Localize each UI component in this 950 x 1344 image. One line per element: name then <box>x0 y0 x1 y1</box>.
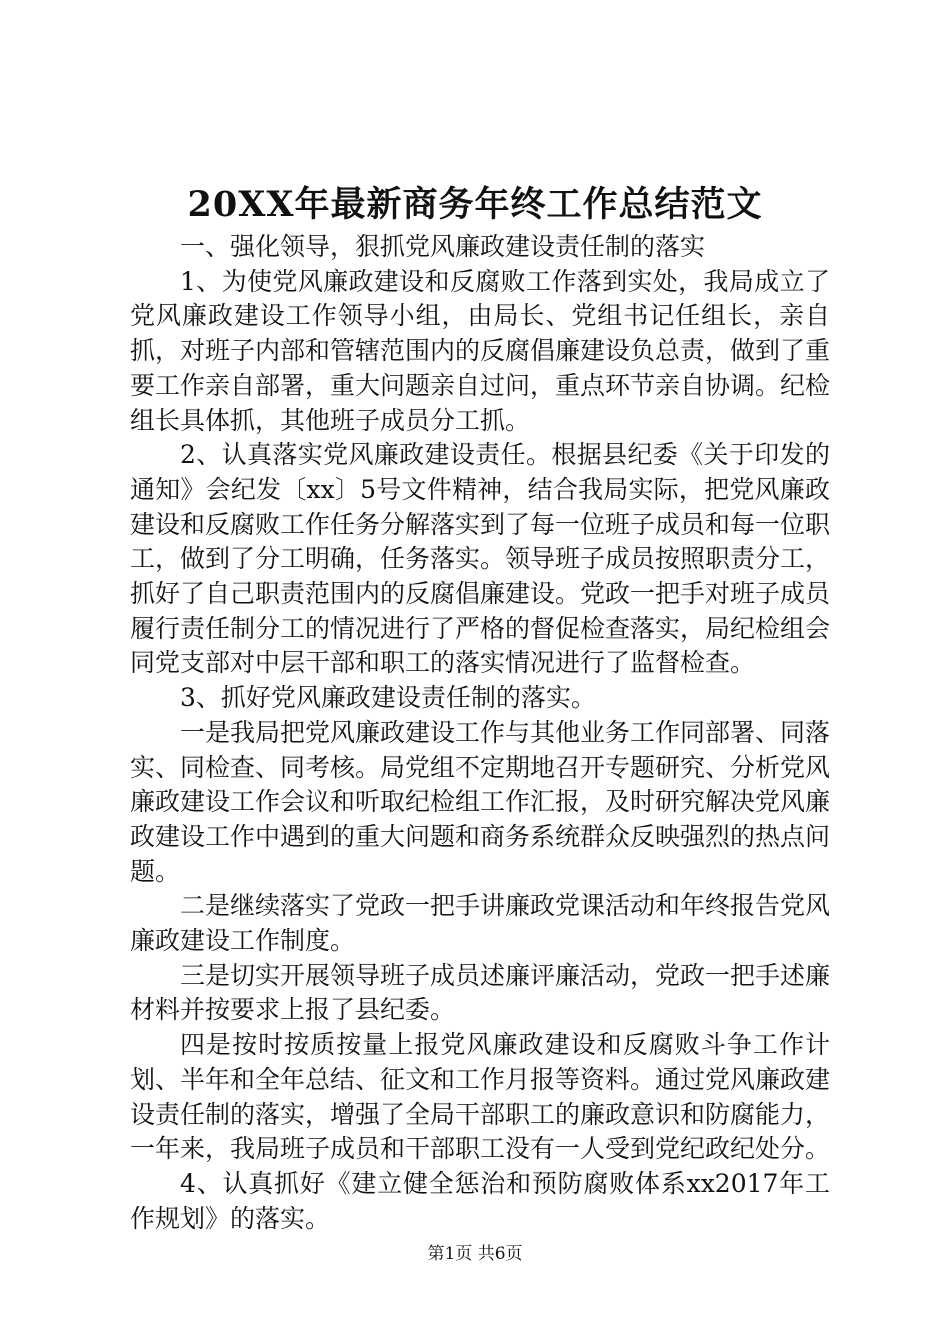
document-body <box>130 230 830 1236</box>
paragraph-item-3: 3、抓好党风廉政建设责任制的落实。 <box>180 683 596 713</box>
section-heading: 一、强化领导，狠抓党风廉政建设责任制的落实 <box>180 232 706 261</box>
paragraph-item-2: 2、认真落实党风廉政建设责任。根据县纪委《关于印发的通知》会纪发〔xx〕5号文件精神，结合我局实际，把党风廉政建设和反腐败工作任务分解落实到了每一位班子成员和每一位职工，做到了分工明确，任务落实。领导班子成员按照职责分工，抓好了自己职责范围内的反腐倡廉建设。党政一把手对班子成员履行责任制分工的情况进行了严格的督促检查落实，局纪检组会同党支部对中层干部和职工的落实情况进行了监督检查。 <box>130 440 831 678</box>
page-number-footer: 第1页 共6页 <box>427 1244 523 1264</box>
paragraph-point-1: 一是我局把党风廉政建设工作与其他业务工作同部署、同落实、同检查、同考核。局党组不定期地召开专题研究、分析党风廉政建设工作会议和听取纪检组工作汇报，及时研究解决党风廉政建设工作中遇到的重大问题和商务系统群众反映强烈的热点问题。 <box>130 717 831 886</box>
paragraph-point-3: 三是切实开展领导班子成员述廉评廉活动，党政一把手述廉材料并按要求上报了县纪委。 <box>130 960 831 1025</box>
paragraph-item-1: 1、为使党风廉政建设和反腐败工作落到实处，我局成立了党风廉政建设工作领导小组，由局长、党组书记任组长，亲自抓，对班子内部和管辖范围内的反腐倡廉建设负总责，做到了重要工作亲自部署，重大问题亲自过问，重点环节亲自协调。纪检组长具体抓，其他班子成员分工抓。 <box>130 266 831 435</box>
document-title: 20XX年最新商务年终工作总结范文 <box>187 184 763 225</box>
paragraph-point-2: 二是继续落实了党政一把手讲廉政党课活动和年终报告党风廉政建设工作制度。 <box>130 891 831 956</box>
paragraph-point-4: 四是按时按质按量上报党风廉政建设和反腐败斗争工作计划、半年和全年总结、征文和工作月报等资料。通过党风廉政建设责任制的落实，增强了全局干部职工的廉政意识和防腐能力，一年来，我局班子成员和干部职工没有一人受到党纪政纪处分。 <box>130 1030 831 1164</box>
paragraph-item-4: 4、认真抓好《建立健全惩治和预防腐败体系xx2017年工作规划》的落实。 <box>130 1168 830 1233</box>
